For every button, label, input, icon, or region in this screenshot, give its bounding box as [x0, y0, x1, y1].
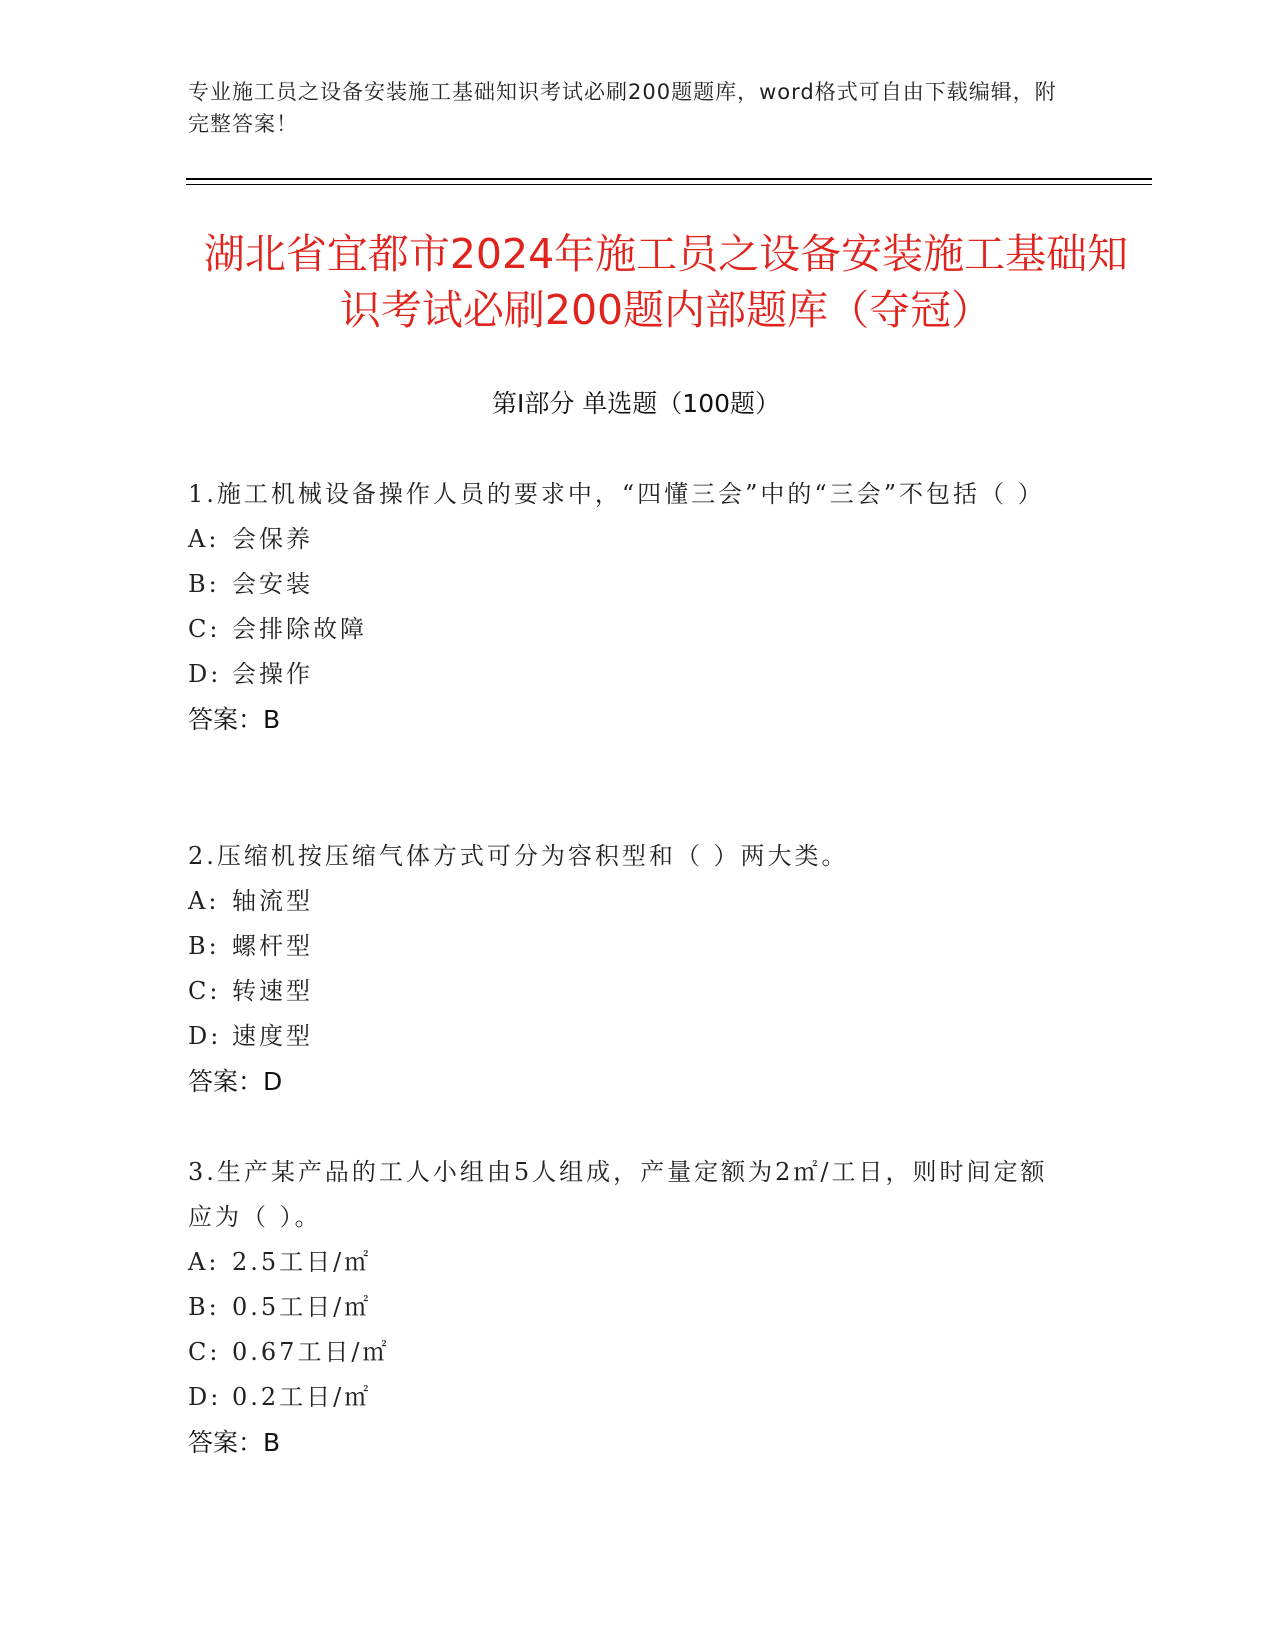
option-key: B: — [188, 1293, 220, 1321]
option-text: 会操作 — [232, 660, 313, 688]
option-key: A: — [188, 525, 220, 553]
option-a — [188, 517, 1068, 562]
option-b — [188, 1285, 1068, 1330]
option-key: B: — [188, 570, 220, 598]
option-d — [188, 1375, 1068, 1420]
option-key: C: — [188, 1338, 221, 1366]
answer: 答案：B — [188, 705, 281, 734]
option-text: 螺杆型 — [232, 932, 313, 960]
option-key: D: — [188, 1383, 222, 1411]
option-text: 会保养 — [232, 525, 313, 553]
question-stem: 3.生产某产品的工人小组由5人组成，产量定额为2㎡/工日，则时间定额应为（ ）。 — [188, 1158, 1048, 1231]
option-key: B: — [188, 932, 220, 960]
option-d — [188, 652, 1068, 697]
option-key: D: — [188, 660, 222, 688]
option-text: 0.2工日/㎡ — [232, 1383, 372, 1411]
option-c — [188, 607, 1068, 652]
question-2 — [188, 834, 1068, 1105]
answer: 答案：B — [188, 1428, 281, 1457]
option-c — [188, 1330, 1068, 1375]
option-key: C: — [188, 615, 221, 643]
question-3 — [188, 1150, 1068, 1466]
header-divider-thick — [186, 178, 1152, 180]
option-b — [188, 924, 1068, 969]
question-stem: 1.施工机械设备操作人员的要求中，“四懂三会”中的“三会”不包括（ ） — [188, 480, 1045, 508]
option-text: 0.5工日/㎡ — [232, 1293, 372, 1321]
question-stem: 2.压缩机按压缩气体方式可分为容积型和（ ）两大类。 — [188, 842, 849, 870]
option-a — [188, 879, 1068, 924]
option-c — [188, 969, 1068, 1014]
option-text: 转速型 — [232, 977, 313, 1005]
option-text: 会排除故障 — [232, 615, 367, 643]
header-divider-thin — [186, 184, 1152, 185]
option-key: D: — [188, 1022, 222, 1050]
option-key: A: — [188, 887, 220, 915]
option-b — [188, 562, 1068, 607]
option-text: 2.5工日/㎡ — [232, 1248, 372, 1276]
answer: 答案：D — [188, 1067, 283, 1096]
section-title: 第I部分 单选题（100题） — [491, 389, 781, 418]
option-d — [188, 1014, 1068, 1059]
option-key: C: — [188, 977, 221, 1005]
option-text: 会安装 — [232, 570, 313, 598]
option-a — [188, 1240, 1068, 1285]
document-title: 湖北省宜都市2024年施工员之设备安装施工基础知识考试必刷200题内部题库（夺冠） — [203, 230, 1129, 334]
question-1 — [188, 472, 1068, 743]
header-note: 专业施工员之设备安装施工基础知识考试必刷200题题库，word格式可自由下载编辑，附完整答案！ — [188, 80, 1057, 136]
option-key: A: — [188, 1248, 220, 1276]
option-text: 轴流型 — [232, 887, 313, 915]
option-text: 速度型 — [232, 1022, 313, 1050]
option-text: 0.67工日/㎡ — [232, 1338, 390, 1366]
